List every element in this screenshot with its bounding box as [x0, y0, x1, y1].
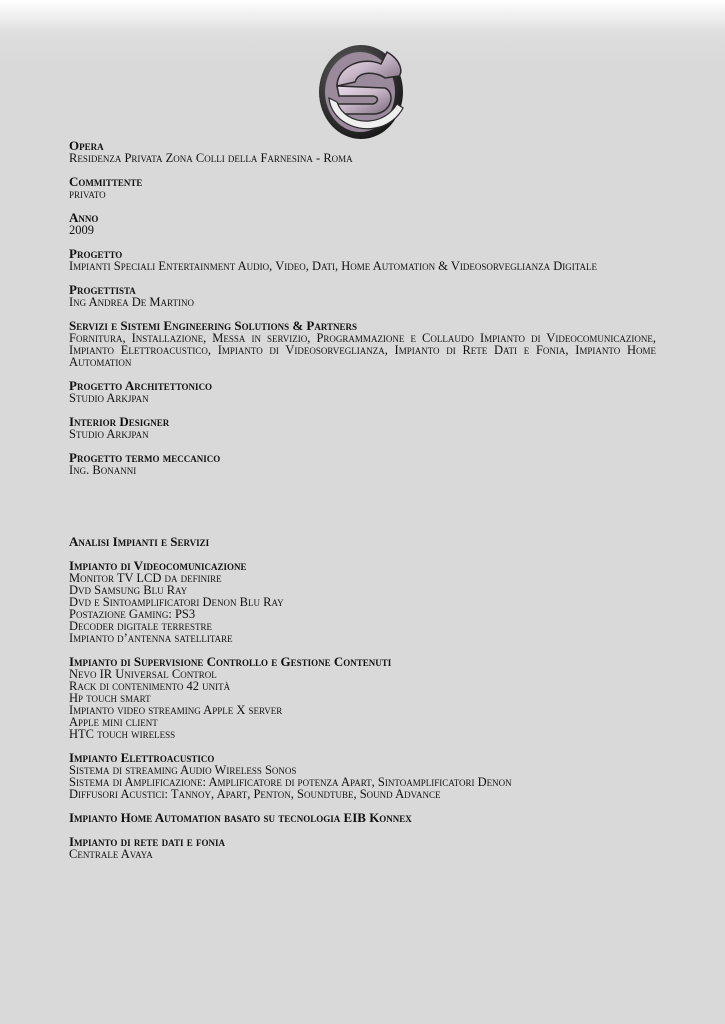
- list-item: Sistema di Amplificazione: Amplificatore di potenza Apart, Sintoamplificatori Denon: [69, 775, 512, 789]
- list-item: Dvd Samsung Blu Ray: [69, 583, 188, 597]
- analysis-title: Analisi Impianti e Servizi: [69, 534, 210, 549]
- architettonico-value: Studio Arkjpan: [69, 391, 149, 405]
- list-item: Impianto video streaming Apple X server: [69, 703, 283, 717]
- group-title: Impianto Elettroacustico: [69, 750, 215, 765]
- interior-value: Studio Arkjpan: [69, 427, 149, 441]
- list-item: Rack di contenimento 42 unità: [69, 679, 231, 693]
- group-title: Impianto di rete dati e fonia: [69, 834, 225, 849]
- list-item: Impianto d’antenna satellitare: [69, 631, 233, 645]
- anno-value: 2009: [69, 223, 94, 237]
- project-servizi: [69, 320, 656, 368]
- group-home-automation: [69, 812, 656, 824]
- project-interior: [69, 416, 656, 440]
- list-item: Monitor TV LCD da definire: [69, 571, 222, 585]
- list-item: Dvd e Sintoamplificatori Denon Blu Ray: [69, 595, 284, 609]
- group-title: Impianto di Videocomunicazione: [69, 558, 247, 573]
- progettista-label: Progettista: [69, 282, 136, 297]
- group-supervisione: [69, 656, 656, 740]
- progetto-value: Impianti Speciali Entertainment Audio, Video, Dati, Home Automation & Videosorveglianza Digitale: [69, 259, 598, 273]
- progettista-value: Ing Andrea De Martino: [69, 295, 194, 309]
- architettonico-label: Progetto Architettonico: [69, 378, 213, 393]
- termo-label: Progetto termo meccanico: [69, 450, 221, 465]
- project-progettista: [69, 284, 656, 308]
- committente-value: privato: [69, 187, 106, 201]
- opera-label: Opera: [69, 138, 104, 153]
- list-item: Decoder digitale terrestre: [69, 619, 213, 633]
- project-termo: [69, 452, 656, 476]
- servizi-value: Fornitura, Installazione, Messa in servizio, Programmazione e Collaudo Impianto di Videocomunicazione, Impianto Elettroacustico, Impianto di Videosorveglianza, Impianto di Rete Dati e Fonia, Impianto Home Automation: [69, 331, 656, 369]
- s-monogram-logo-icon: [315, 42, 411, 142]
- group-title: Impianto Home Automation basato su tecnologia EIB Konnex: [69, 810, 412, 825]
- group-title: Impianto di Supervisione Controllo e Gestione Contenuti: [69, 654, 392, 669]
- group-videocomunicazione: [69, 560, 656, 644]
- spacer: [69, 488, 656, 536]
- list-item: HTC touch wireless: [69, 727, 176, 741]
- project-anno: [69, 212, 656, 236]
- list-item: Postazione Gaming: PS3: [69, 607, 196, 621]
- list-item: Apple mini client: [69, 715, 158, 729]
- project-committente: [69, 176, 656, 200]
- list-item: Hp touch smart: [69, 691, 151, 705]
- group-elettroacustico: [69, 752, 656, 800]
- opera-value: Residenza Privata Zona Colli della Farnesina - Roma: [69, 151, 353, 165]
- group-rete-dati: [69, 836, 656, 860]
- list-item: Centrale Avaya: [69, 847, 153, 861]
- anno-label: Anno: [69, 210, 99, 225]
- termo-value: Ing. Bonanni: [69, 463, 137, 477]
- project-progetto: [69, 248, 656, 272]
- list-item: Diffusori Acustici: Tannoy, Apart, Penton, Soundtube, Sound Advance: [69, 787, 441, 801]
- list-item: Nevo IR Universal Control: [69, 667, 217, 681]
- list-item: Sistema di streaming Audio Wireless Sonos: [69, 763, 297, 777]
- interior-label: Interior Designer: [69, 414, 170, 429]
- progetto-label: Progetto: [69, 246, 123, 261]
- analysis-heading: [69, 536, 656, 548]
- servizi-label: Servizi e Sistemi Engineering Solutions & Partners: [69, 318, 358, 333]
- project-architettonico: [69, 380, 656, 404]
- document-body: [69, 140, 656, 872]
- project-opera: [69, 140, 656, 164]
- committente-label: Committente: [69, 174, 143, 189]
